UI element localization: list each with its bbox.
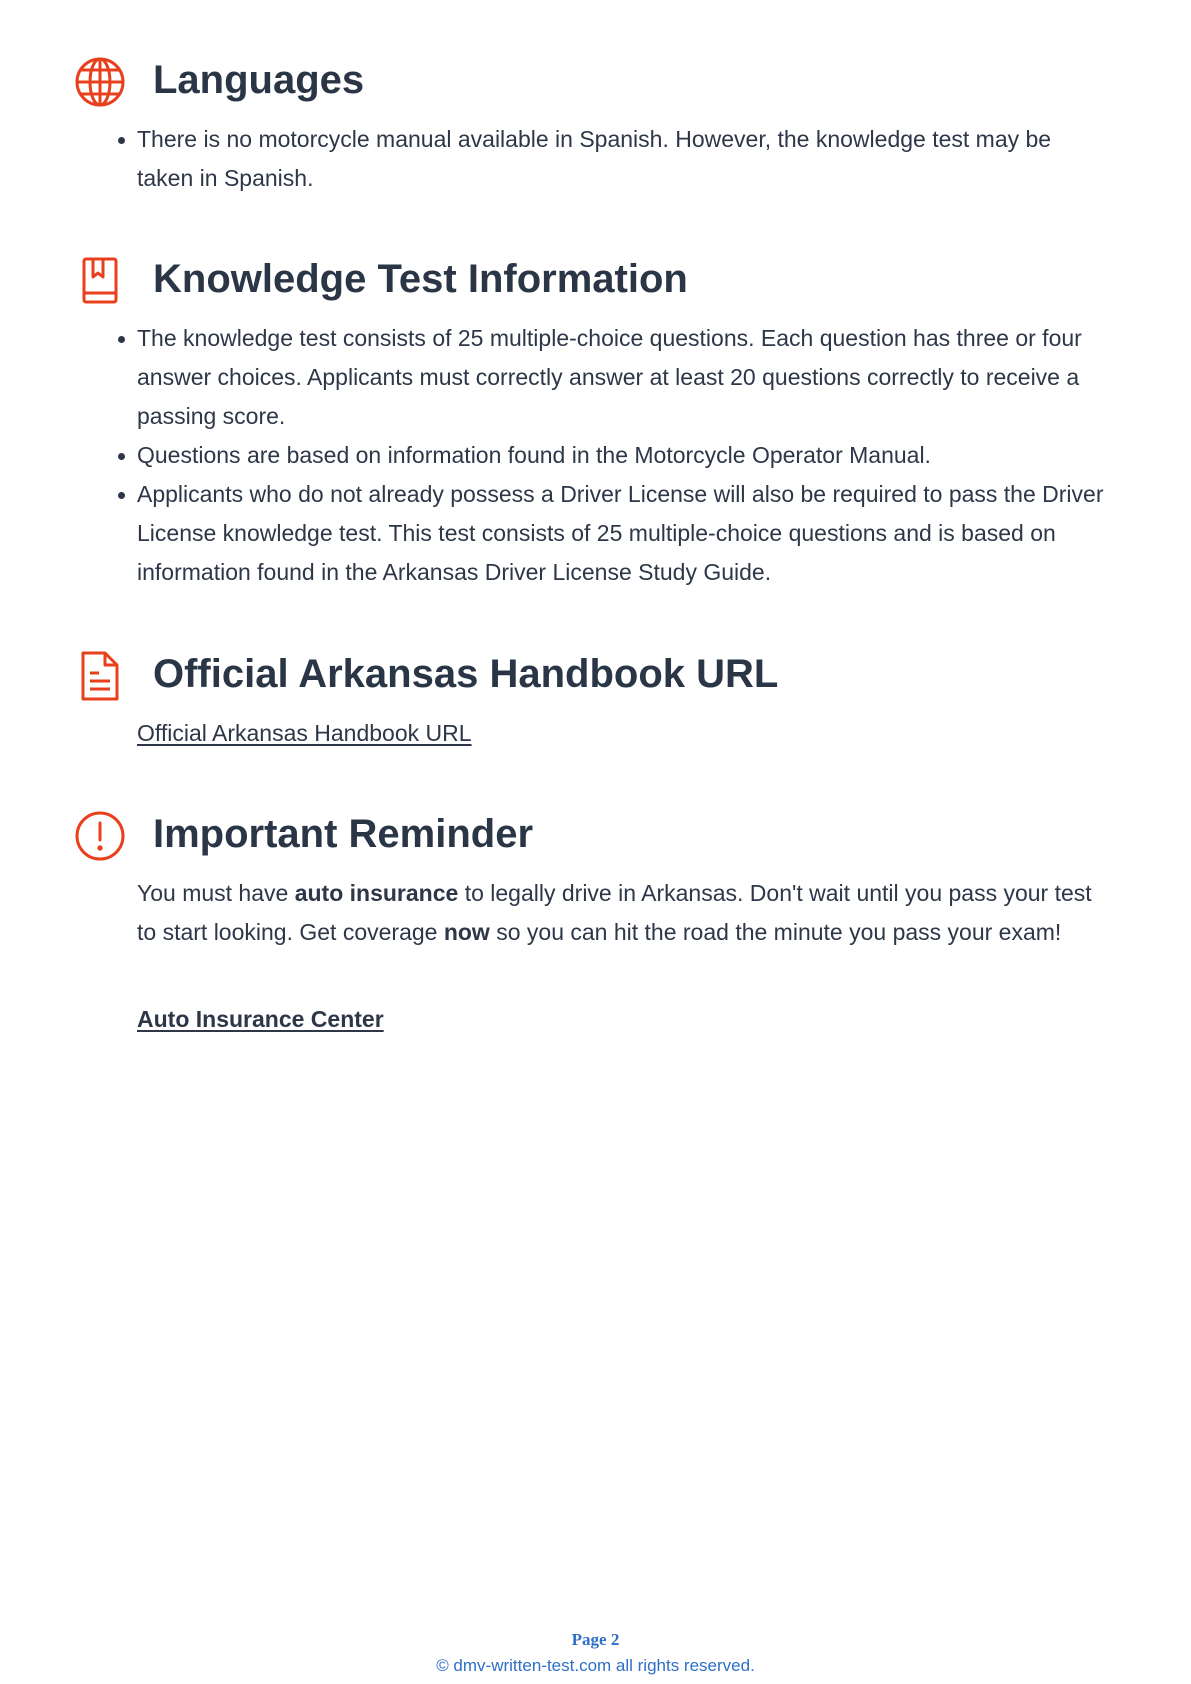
list-item: The knowledge test consists of 25 multiple-choice questions. Each question has three or four answer choices. Applicants must correctly answer at least 20 questions correctly to receive a passing score. bbox=[137, 319, 1112, 436]
reminder-bold-text: auto insurance bbox=[294, 880, 459, 906]
section-header bbox=[0, 249, 1191, 309]
reminder-text bbox=[137, 874, 1112, 952]
section-title: Languages bbox=[153, 58, 365, 102]
section-header bbox=[0, 804, 1191, 864]
list-item: Questions are based on information found in the Motorcycle Operator Manual. bbox=[137, 436, 1112, 475]
insurance-link-paragraph bbox=[137, 1000, 1112, 1039]
alert-circle-icon bbox=[74, 810, 126, 862]
globe-icon bbox=[74, 56, 126, 108]
section-knowledge-test bbox=[0, 249, 1191, 585]
handbook-link-paragraph bbox=[137, 714, 1112, 753]
section-reminder bbox=[0, 804, 1191, 1032]
auto-insurance-center-link[interactable]: Auto Insurance Center bbox=[137, 1006, 384, 1032]
handbook-link[interactable]: Official Arkansas Handbook URL bbox=[137, 720, 472, 746]
list-item: Applicants who do not already possess a Driver License will also be required to pass the Driver License knowledge test. This test consists of 25 multiple-choice questions and is based on information found in the Arkansas Driver License Study Guide. bbox=[137, 475, 1112, 592]
bullet-list bbox=[137, 319, 1112, 592]
section-title: Important Reminder bbox=[153, 812, 534, 856]
page-number: Page 2 bbox=[571, 1630, 620, 1649]
copyright-notice: © dmv-written-test.com all rights reserved. bbox=[436, 1656, 755, 1675]
document-icon bbox=[74, 650, 126, 702]
section-languages bbox=[0, 50, 1191, 191]
list-item: There is no motorcycle manual available in Spanish. However, the knowledge test may be taken in Spanish. bbox=[137, 120, 1112, 198]
section-header bbox=[0, 644, 1191, 704]
section-header bbox=[0, 50, 1191, 110]
section-title: Knowledge Test Information bbox=[153, 257, 688, 301]
reminder-text-part: You must have bbox=[137, 880, 295, 906]
reminder-text-part: to legally drive in Arkansas. Don't wait until you pass your test to start looking. Get coverage bbox=[137, 880, 1092, 945]
reminder-bold-text: now bbox=[443, 919, 490, 945]
section-handbook bbox=[0, 644, 1191, 746]
bullet-list bbox=[137, 120, 1112, 198]
section-title: Official Arkansas Handbook URL bbox=[153, 652, 779, 696]
book-icon bbox=[74, 255, 126, 307]
reminder-text-part: so you can hit the road the minute you pass your exam! bbox=[489, 919, 1062, 945]
